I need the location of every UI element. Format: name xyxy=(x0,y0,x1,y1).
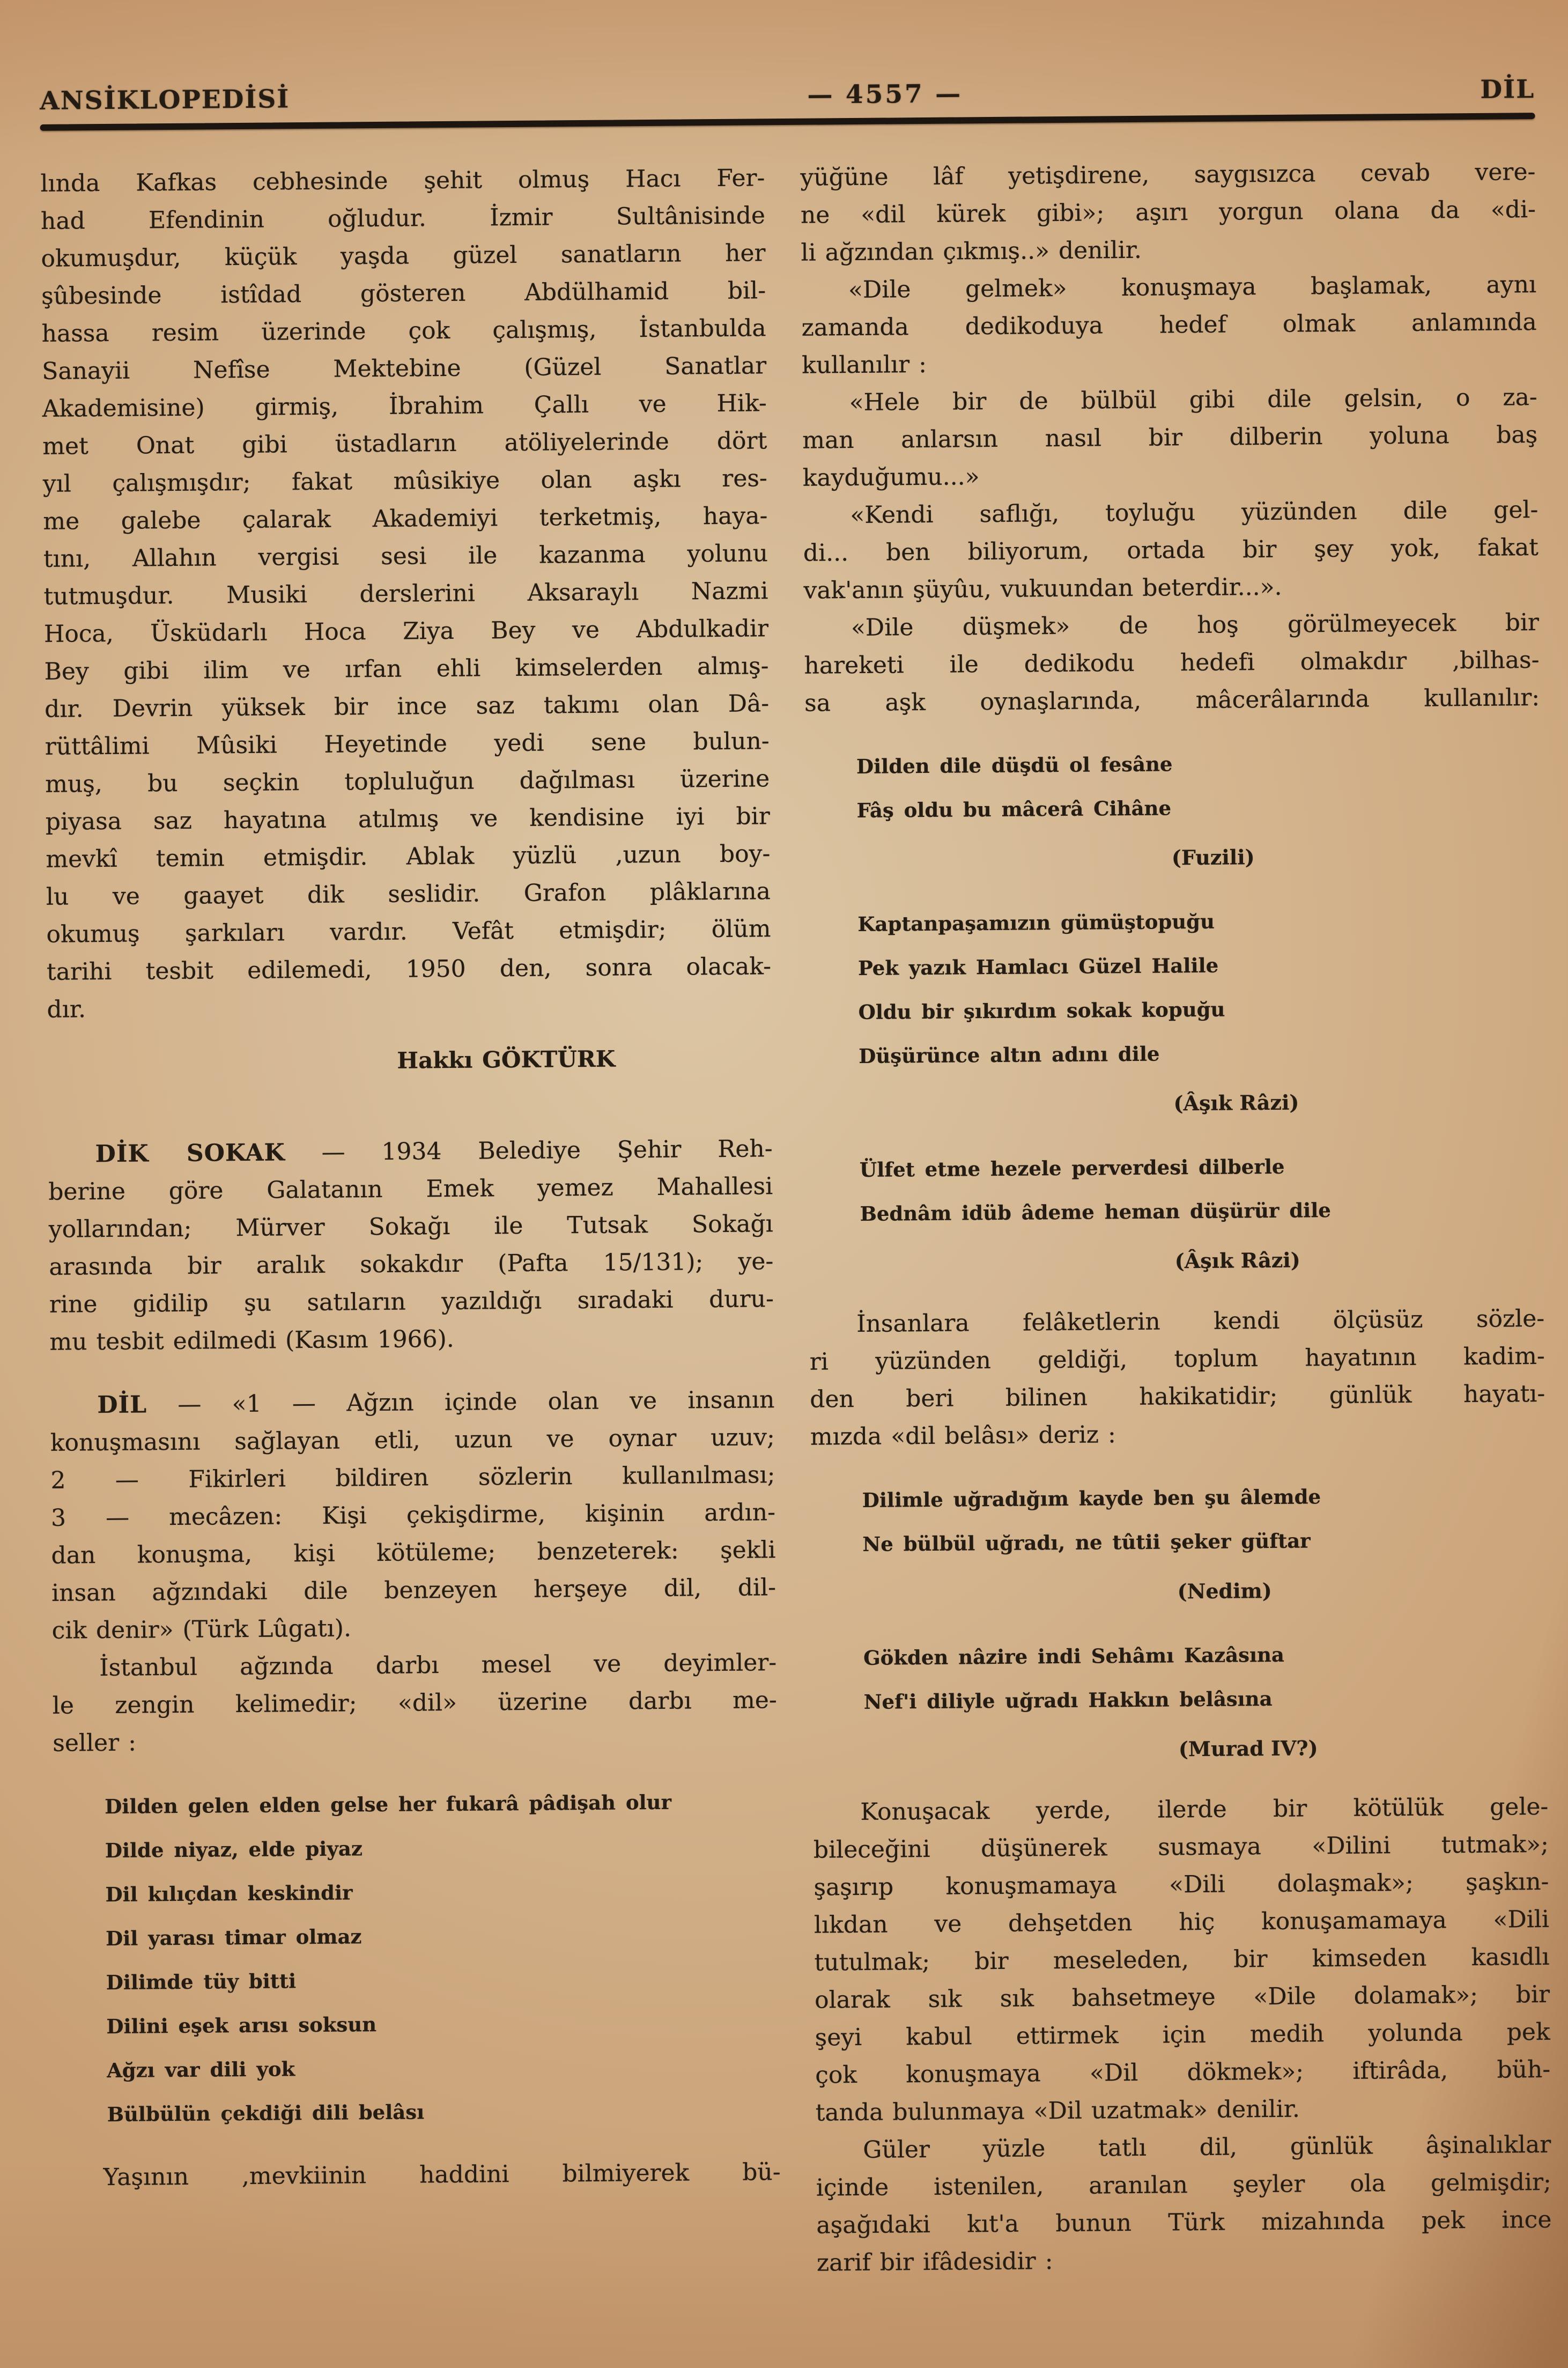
text-line: sa aşk oynaşlarında, mâcerâlarında kullanılır: xyxy=(804,684,1540,717)
text-line: Dilimle uğradığım kayde ben şu âlemde xyxy=(862,1485,1321,1512)
verse-attribution: (Âşık Râzi) xyxy=(1174,1248,1300,1273)
text-line: Konuşacak yerde, ilerde bir kötülük gele- xyxy=(860,1792,1549,1826)
text-line: muş, bu seçkin topluluğun dağılması üzerine xyxy=(45,765,770,798)
text-line: arasında bir aralık sokakdır (Pafta 15/131); ye- xyxy=(49,1248,774,1281)
text-line: seller : xyxy=(53,1729,137,1757)
text-line: Gökden nâzire indi Sehâmı Kazâsına xyxy=(863,1642,1285,1670)
verse-attribution: (Âşık Râzi) xyxy=(1173,1090,1299,1116)
verse-block xyxy=(105,1779,780,2136)
text-line: ne «dil kürek gibi»; aşırı yorgun olana da «di- xyxy=(800,196,1536,229)
text-line: man anlarsın nasıl bir dilberin yoluna baş xyxy=(802,421,1538,454)
text-line: tarihi tesbit edilemedi, 1950 den, sonra olacak- xyxy=(46,953,772,986)
text-line: Yaşının ,mevkiinin haddini bilmiyerek bü- xyxy=(103,2158,781,2192)
verse-block xyxy=(863,1631,1548,1771)
text-line: içinde istenilen, aranılan şeyler ola gelmişdir; xyxy=(816,2168,1552,2202)
text-line: had Efendinin oğludur. İzmir Sultânisinde xyxy=(40,202,766,235)
text-line: ri yüzünden geldiği, toplum hayatının kadim- xyxy=(809,1342,1545,1376)
text-line: şûbesinde istîdad gösteren Abdülhamid bil- xyxy=(41,277,766,310)
text-line: DİK SOKAK — 1934 Belediye Şehir Reh- xyxy=(95,1135,773,1168)
text-line: mu tesbit edilmedi (Kasım 1966). xyxy=(49,1325,454,1356)
text-line: şeyi kabul ettirmek için medih yolunda pek xyxy=(815,2018,1550,2052)
paragraph xyxy=(802,379,1538,497)
text-line: cik denir» (Türk Lûgatı). xyxy=(51,1614,352,1644)
text-line: Oldu bir şıkırdım sokak kopuğu xyxy=(858,997,1225,1024)
text-line: mızda «dil belâsı» deriz : xyxy=(810,1421,1116,1451)
text-line: li ağzından çıkmış..» denilir. xyxy=(801,236,1142,267)
text-line: met Onat gibi üstadların atöliyelerinde dört xyxy=(42,427,767,460)
text-line: Sanayii Nefîse Mektebine (Güzel Sanatlar xyxy=(42,352,767,385)
left-column xyxy=(40,159,781,2288)
text-line: Dilini eşek arısı soksun xyxy=(106,2012,377,2039)
text-line: Kaptanpaşamızın gümüştopuğu xyxy=(857,909,1215,936)
text-line: Pek yazık Hamlacı Güzel Halile xyxy=(857,953,1219,980)
text-line: şaşırıp konuşmamaya «Dili dolaşmak»; şaşkın- xyxy=(813,1868,1549,1901)
paragraph xyxy=(809,1300,1545,1456)
text-line: konuşmasını sağlayan etli, uzun ve oynar uzuv; xyxy=(50,1423,775,1457)
text-line: zamanda dedikoduya hedef olmak anlamında xyxy=(801,308,1537,342)
paragraph xyxy=(52,1644,778,1762)
text-line: İnsanlara felâketlerin kendi ölçüsüz sözle- xyxy=(856,1304,1545,1338)
text-line: tanda bulunmaya «Dil uzatmak» denilir. xyxy=(815,2095,1300,2127)
text-line: çok konuşmaya «Dil dökmek»; iftirâda, büh- xyxy=(815,2055,1551,2089)
verse-block xyxy=(856,739,1541,880)
text-line: kullanılır : xyxy=(801,350,927,379)
text-line: okumuş şarkıları vardır. Vefât etmişdir; ölüm xyxy=(46,915,771,948)
text-line: lıkdan ve dehşetden hiç konuşamamaya «Dili xyxy=(813,1905,1550,1939)
text-line: tutmuşdur. Musiki derslerini Aksaraylı Nazmi xyxy=(43,577,768,610)
text-line: Güler yüzle tatlı dil, günlük âşinalıklar xyxy=(863,2130,1551,2164)
header-rule xyxy=(40,113,1535,131)
text-line: tutulmak; bir meseleden, bir kimseden kasıdlı xyxy=(814,1943,1550,1976)
text-line: insan ağzındaki dile benzeyen herşeye dil, dil- xyxy=(51,1574,776,1607)
text-line: Hakkı GÖKTÜRK xyxy=(397,1045,616,1074)
text-line: lında Kafkas cebhesinde şehit olmuş Hacı Fer- xyxy=(40,164,765,197)
text-line: aşağıdaki kıt'a bunun Türk mizahında pek ince xyxy=(816,2205,1552,2239)
text-line: le zengin kelimedir; «dil» üzerine darbı me- xyxy=(52,1686,777,1720)
text-line: dır. Devrin yüksek bir ince saz takımı olan Dâ- xyxy=(44,690,770,723)
paragraph xyxy=(803,491,1539,610)
article-title-header: DİL xyxy=(1480,75,1535,105)
paragraph xyxy=(48,1130,774,1361)
text-line: zarif bir ifâdesidir : xyxy=(816,2247,1053,2277)
paragraph xyxy=(40,159,772,1029)
text-line: Bey gibi ilim ve ırfan ehli kimselerden almış- xyxy=(44,652,769,685)
verse-attribution: (Fuzili) xyxy=(1171,845,1255,870)
text-line: Nef'i diliyle uğradı Hakkın belâsına xyxy=(863,1686,1273,1714)
encyclopedia-title: ANSİKLOPEDİSİ xyxy=(40,84,290,116)
text-line: dan konuşma, kişi kötüleme; benzeterek: şekli xyxy=(51,1536,776,1569)
text-line: olarak sık sık bahsetmeye «Dile dolamak»; bir xyxy=(814,1980,1550,2014)
paragraph xyxy=(56,2153,781,2197)
text-line: hareketi ile dedikodu hedefi olmakdır ,bilhas- xyxy=(804,646,1540,680)
text-line: Dilimde tüy bitti xyxy=(106,1969,297,1995)
text-line: Ne bülbül uğradı, ne tûtii şeker güftar xyxy=(862,1529,1311,1556)
text-line: «Kendi saflığı, toyluğu yüzünden dile gel- xyxy=(850,496,1539,529)
text-line: yüğüne lâf yetişdirene, saygısızca cevab vere- xyxy=(800,158,1536,191)
text-line: yollarından; Mürver Sokağı ile Tutsak Sokağı xyxy=(48,1210,773,1243)
text-line: Bülbülün çekdiği dili belâsı xyxy=(107,2100,425,2127)
author-signature xyxy=(47,1041,616,1082)
text-line: «Hele bir de bülbül gibi dile gelsin, o za- xyxy=(849,383,1537,417)
text-line: Dil kılıçdan keskindir xyxy=(105,1880,353,1907)
paragraph xyxy=(800,153,1536,272)
text-line: Bednâm idüb âdeme heman düşürür dile xyxy=(860,1198,1332,1226)
paragraph xyxy=(801,266,1537,385)
text-line: rüttâlimi Mûsiki Heyetinde yedi sene bulun- xyxy=(45,727,770,761)
paragraph xyxy=(816,2126,1552,2282)
text-line: dır. xyxy=(47,995,86,1023)
text-line: okumuşdur, küçük yaşda güzel sanatların her xyxy=(41,239,766,272)
verse-block xyxy=(862,1473,1547,1613)
entry-headword: DİK SOKAK xyxy=(95,1139,285,1168)
verse-attribution: (Nedim) xyxy=(1177,1578,1272,1604)
text-line: Dil yarası timar olmaz xyxy=(105,1924,362,1951)
text-line: berine göre Galatanın Emek yemez Mahallesi xyxy=(48,1172,773,1206)
text-line: «Dile düşmek» de hoş görülmeyecek bir xyxy=(850,609,1540,642)
text-line: DİL — «1 — Ağzın içinde olan ve insanın xyxy=(97,1386,775,1419)
verse-block xyxy=(857,897,1543,1125)
text-line: bileceğini düşünerek susmaya «Dilini tutmak»; xyxy=(813,1830,1549,1864)
text-line: Düşürünce altın adını dile xyxy=(859,1042,1160,1068)
text-columns xyxy=(40,153,1552,2288)
paragraph xyxy=(50,1381,776,1650)
text-line: 3 — mecâzen: Kişi çekişdirme, kişinin ardın- xyxy=(50,1499,776,1532)
text-line: İstanbul ağzında darbı mesel ve deyimler- xyxy=(99,1649,777,1682)
verse-attribution: (Murad IV?) xyxy=(1178,1736,1318,1761)
text-line: vak'anın şüyûu, vukuundan beterdir...». xyxy=(803,573,1282,604)
text-line: piyasa saz hayatına atılmış ve kendisine iyi bir xyxy=(45,802,770,836)
text-line: rine gidilip şu satıların yazıldığı sıradaki duru- xyxy=(49,1285,774,1318)
verse-block xyxy=(860,1142,1544,1283)
text-line: den beri bilinen hakikatidir; günlük hayatı- xyxy=(810,1380,1545,1413)
text-line: lu ve gaayet dik seslidir. Grafon plâklarına xyxy=(46,877,771,911)
text-line: Dilden dile düşdü ol fesâne xyxy=(856,752,1173,779)
text-line: Dilden gelen elden gelse her fukarâ pâdişah olur xyxy=(105,1790,672,1819)
page-content xyxy=(40,75,1552,2288)
text-line: «Dile gelmek» konuşmaya başlamak, aynı xyxy=(848,271,1537,304)
text-line: Ağzı var dili yok xyxy=(106,2057,295,2083)
text-line: di... ben biliyorum, ortada bir şey yok, fakat xyxy=(803,534,1539,567)
text-line: tını, Allahın vergisi sesi ile kazanma yolunu xyxy=(43,540,768,573)
paragraph xyxy=(813,1788,1551,2132)
text-line: mevkî temin etmişdir. Ablak yüzlü ,uzun boy- xyxy=(46,840,771,873)
right-column xyxy=(800,153,1552,2282)
text-line: hassa resim üzerinde çok çalışmış, İstanbulda xyxy=(41,314,766,348)
text-line: kayduğumu...» xyxy=(802,463,980,492)
text-line: me galebe çalarak Akademiyi terketmiş, haya- xyxy=(43,502,768,535)
text-line: Akademisine) girmiş, İbrahim Çallı ve Hik- xyxy=(42,389,767,423)
paragraph xyxy=(804,604,1540,722)
page-number: — 4557 — xyxy=(807,79,963,110)
page-header xyxy=(40,75,1535,116)
text-line: Hoca, Üsküdarlı Hoca Ziya Bey ve Abdulkadir xyxy=(43,615,769,648)
text-line: Fâş oldu bu mâcerâ Cihâne xyxy=(856,796,1172,823)
text-line: Dilde niyaz, elde piyaz xyxy=(105,1836,363,1863)
text-line: Ülfet etme hezele perverdesi dilberle xyxy=(859,1154,1285,1182)
text-line: yıl çalışmışdır; fakat mûsikiye olan aşkı res- xyxy=(42,464,768,498)
text-line: 2 — Fikirleri bildiren sözlerin kullanılması; xyxy=(50,1461,775,1494)
entry-headword: DİL xyxy=(97,1391,147,1419)
